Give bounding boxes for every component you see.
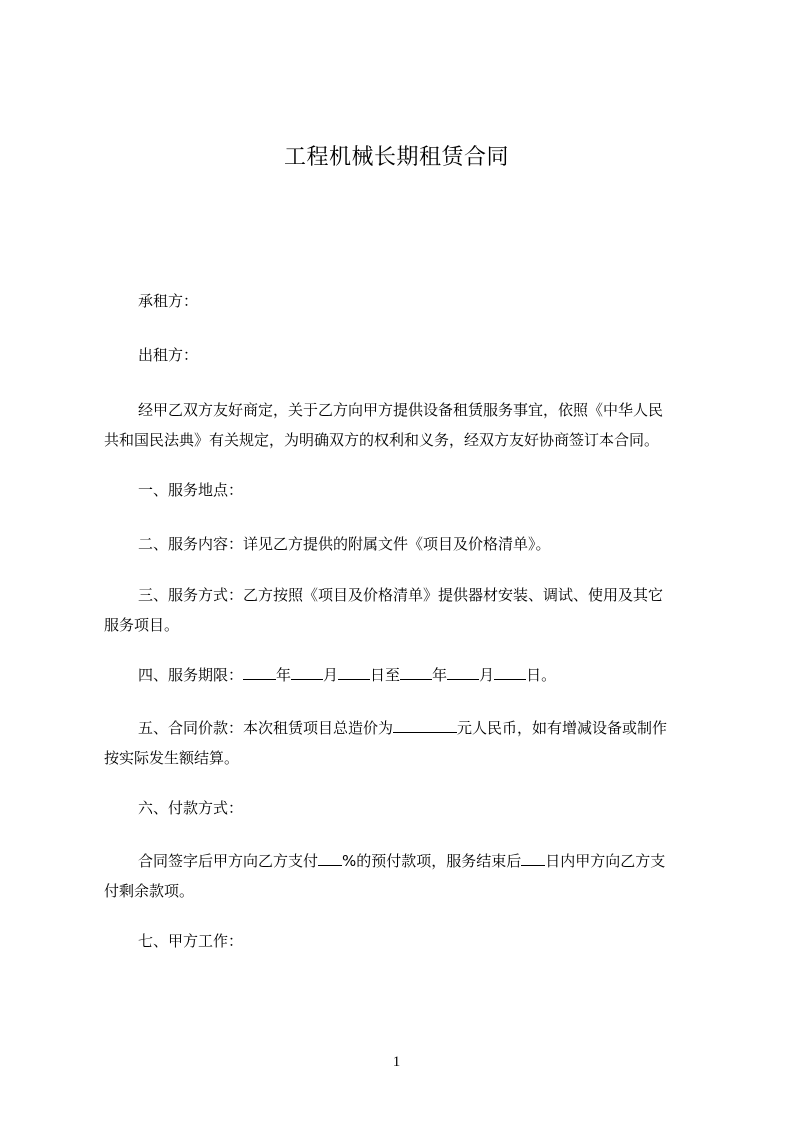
blank-end-day[interactable] [494, 664, 526, 680]
blank-total-price[interactable] [393, 717, 457, 733]
blank-start-day[interactable] [338, 664, 370, 680]
section-party-a-work: 七、甲方工作： [138, 932, 244, 950]
payment-terms-paragraph: 合同签字后甲方向乙方支付 %的预付款项，服务结束后 日内甲方向乙方支 付剩余款项。 [104, 852, 666, 900]
section-service-location: 一、服务地点： [138, 481, 244, 499]
section-service-period: 四、服务期限： 年 月 日至 年 月 日。 [138, 666, 557, 684]
blank-start-month[interactable] [291, 664, 323, 680]
lessee-label: 承租方： [138, 292, 199, 310]
page-number: 1 [392, 1054, 401, 1070]
section-service-method: 三、服务方式：乙方按照《项目及价格清单》提供器材安装、调试、使用及其它 服务项目。 [104, 586, 664, 634]
section-contract-price: 五、合同价款：本次租赁项目总造价为 元人民币，如有增减设备或制作 按实际发生额结算。 [104, 719, 668, 767]
intro-paragraph: 经甲乙双方友好商定，关于乙方向甲方提供设备租赁服务事宜，依照《中华人民 共和国民法典》有关规定，为明确双方的权利和义务，经双方友好协商签订本合同。 [104, 401, 664, 449]
document-title: 工程机械长期租赁合同 [283, 145, 509, 170]
lessor-label: 出租方： [138, 346, 199, 364]
blank-prepay-percent[interactable] [318, 850, 342, 866]
blank-start-year[interactable] [243, 664, 276, 680]
blank-end-month[interactable] [447, 664, 479, 680]
blank-payment-days[interactable] [521, 850, 545, 866]
blank-end-year[interactable] [400, 664, 432, 680]
section-service-content: 二、服务内容：详见乙方提供的附属文件《项目及价格清单》。 [138, 535, 551, 553]
section-payment-method: 六、付款方式： [138, 799, 244, 817]
